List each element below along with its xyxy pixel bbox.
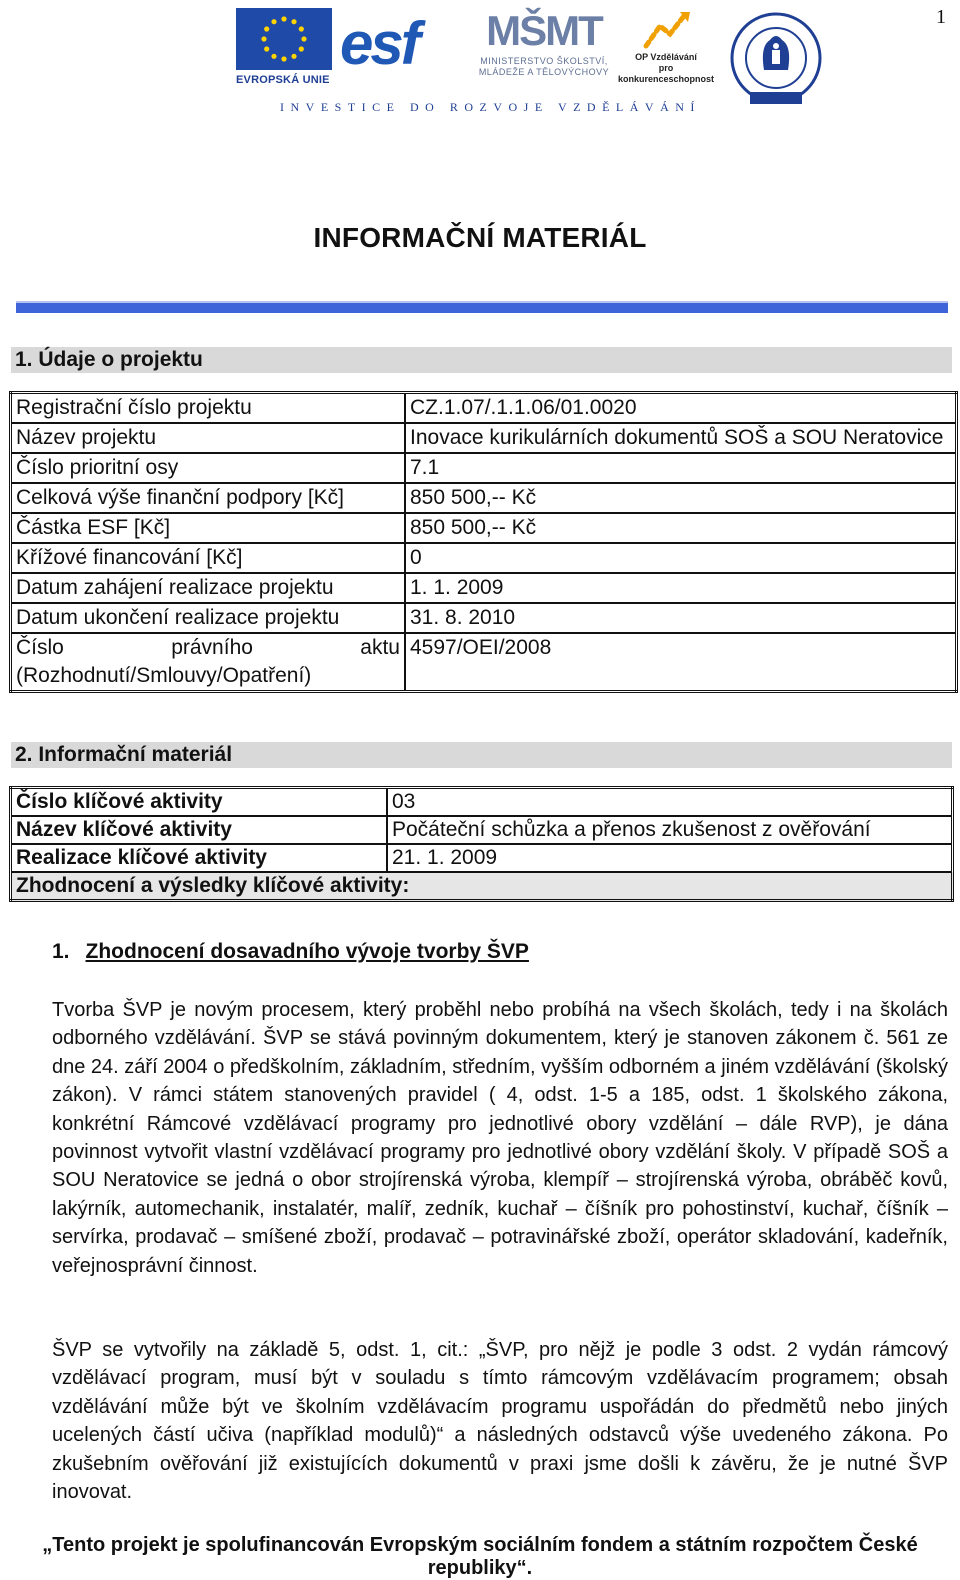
section-heading-project bbox=[11, 347, 952, 373]
row-value: 03 bbox=[387, 788, 953, 817]
row-value: 4597/OEI/2008 bbox=[405, 633, 957, 692]
row-value: Inovace kurikulárních dokumentů SOŠ a SOU Neratovice bbox=[405, 423, 957, 453]
row-value: CZ.1.07/.1.1.06/01.0020 bbox=[405, 393, 957, 424]
op-line2: pro konkurenceschopnost bbox=[617, 63, 715, 84]
row-label bbox=[11, 633, 406, 692]
msmt-logo bbox=[474, 6, 614, 88]
subheading-number: 1. bbox=[52, 940, 70, 963]
eu-logo bbox=[236, 8, 332, 88]
table-row bbox=[11, 816, 953, 844]
section-heading-text: 1. Údaje o projektu bbox=[15, 348, 203, 371]
eu-caption: EVROPSKÁ UNIE bbox=[236, 74, 330, 86]
footer-note: „Tento projekt je spolufinancován Evropským sociálním fondem a státním rozpočtem České republiky“. bbox=[42, 1534, 918, 1579]
row-label: Název klíčové aktivity bbox=[11, 816, 388, 844]
legal-act-label-line1 bbox=[16, 634, 400, 662]
table-row bbox=[11, 633, 957, 692]
row-label: Křížové financování [Kč] bbox=[11, 543, 406, 573]
row-label: Číslo prioritní osy bbox=[11, 453, 406, 483]
legal-act-word3: aktu bbox=[360, 636, 400, 659]
row-value: 1. 1. 2009 bbox=[405, 573, 957, 603]
eu-flag-icon bbox=[236, 8, 332, 70]
page-number: 1 bbox=[936, 6, 946, 28]
table-row bbox=[11, 483, 957, 513]
row-value: 850 500,-- Kč bbox=[405, 513, 957, 543]
row-value: 31. 8. 2010 bbox=[405, 603, 957, 633]
table-row bbox=[11, 844, 953, 872]
table-row bbox=[11, 573, 957, 603]
row-label: Celková výše finanční podpory [Kč] bbox=[11, 483, 406, 513]
legal-act-word1: Číslo bbox=[16, 636, 64, 659]
paragraph-1: Tvorba ŠVP je novým procesem, který proběhl nebo probíhá na všech školách, tedy i na školách odborného vzdělávání. ŠVP se stává povinným dokumentem, který je stanoven zákonem č. 561 ze dne 24. září 2004 o předškolním, základním, středním, vyšším odborném a jiném vzdělávání (školský zákon). V rámci státem stanovených pravidel ( 4, odst. 1-5 a 185, odst. 1 školského zákona, konkrétní Rámcové vzdělávací programy pro jednotlivé obory vzdělání – dále RVP), je dána povinnost vytvořit vlastní vzdělávací programy pro jednotlivé obory vzdělání školy. V případě SOŠ a SOU Neratovice se jedná o obor strojírenská výroba, klempíř – strojírenská výroba, obráběč kovů, lakýrník, automechanik, instalatér, malíř, zedník, kuchař – číšník pro pohostinství, kuchař, číšník – servírka, prodavač – smíšené zboží, prodavač – potravinářské zboží, operátor skladování, kadeřník, veřejnosprávní činnost. bbox=[52, 999, 948, 1277]
op-line1: OP Vzdělávání bbox=[635, 52, 697, 62]
msmt-mark: MŠMT bbox=[486, 7, 602, 54]
table-row bbox=[11, 788, 953, 817]
op-arrow-icon bbox=[640, 8, 692, 52]
row-label: Částka ESF [Kč] bbox=[11, 513, 406, 543]
row-value: 0 bbox=[405, 543, 957, 573]
legal-act-word2: právního bbox=[171, 636, 253, 659]
row-value: 21. 1. 2009 bbox=[387, 844, 953, 872]
esf-mark: esf bbox=[340, 10, 418, 77]
tagline: INVESTICE DO ROZVOJE VZDĚLÁVÁNÍ bbox=[280, 100, 701, 114]
op-logo bbox=[616, 8, 716, 88]
row-label: Realizace klíčové aktivity bbox=[11, 844, 388, 872]
legal-act-label-line2: (Rozhodnutí/Smlouvy/Opatření) bbox=[16, 664, 312, 687]
row-label: Datum zahájení realizace projektu bbox=[11, 573, 406, 603]
esf-logo bbox=[340, 8, 438, 88]
table-row bbox=[11, 543, 957, 573]
table-row bbox=[11, 423, 957, 453]
row-value: 850 500,-- Kč bbox=[405, 483, 957, 513]
row-label: Číslo klíčové aktivity bbox=[11, 788, 388, 817]
school-emblem bbox=[730, 6, 822, 116]
section-heading-material bbox=[11, 742, 952, 768]
activity-table bbox=[9, 786, 954, 902]
row-value: Počáteční schůzka a přenos zkušenost z ověřování bbox=[387, 816, 953, 844]
msmt-line1: MINISTERSTVO ŠKOLSTVÍ, bbox=[480, 56, 608, 66]
body-subheading bbox=[52, 940, 529, 964]
page-title: INFORMAČNÍ MATERIÁL bbox=[313, 222, 647, 253]
row-value: 7.1 bbox=[405, 453, 957, 483]
project-info-table bbox=[9, 391, 958, 693]
section-heading-text: 2. Informační materiál bbox=[15, 743, 233, 766]
row-label: Název projektu bbox=[11, 423, 406, 453]
logo-strip bbox=[236, 6, 826, 118]
subheading-text: Zhodnocení dosavadního vývoje tvorby ŠVP bbox=[85, 940, 529, 963]
msmt-line2: MLÁDEŽE A TĚLOVÝCHOVY bbox=[478, 67, 610, 77]
summary-label: Zhodnocení a výsledky klíčové aktivity: bbox=[11, 872, 953, 901]
table-row bbox=[11, 513, 957, 543]
row-label: Datum ukončení realizace projektu bbox=[11, 603, 406, 633]
table-row bbox=[11, 872, 953, 901]
table-row bbox=[11, 603, 957, 633]
table-row bbox=[11, 393, 957, 424]
table-row bbox=[11, 453, 957, 483]
paragraph-2: ŠVP se vytvořily na základě 5, odst. 1, cit.: „ŠVP, pro nějž je podle 3 odst. 2 vydán rámcový vzdělávací program, musí být v souladu s tímto rámcovým vzdělávacím programem; obsah vzdělávání může být ve školním vzdělávacím programu uspořádán do předmětů nebo jiných ucelených částí učiva (například modulů)“ a následných odstavců výše uvedeného zákona. Po zkušebním ověřování již existujících dokumentů v praxi jsme došli k závěru, že je nutné ŠVP inovovat. bbox=[52, 1339, 948, 1504]
row-label: Registrační číslo projektu bbox=[11, 393, 406, 424]
title-rule bbox=[16, 301, 948, 313]
